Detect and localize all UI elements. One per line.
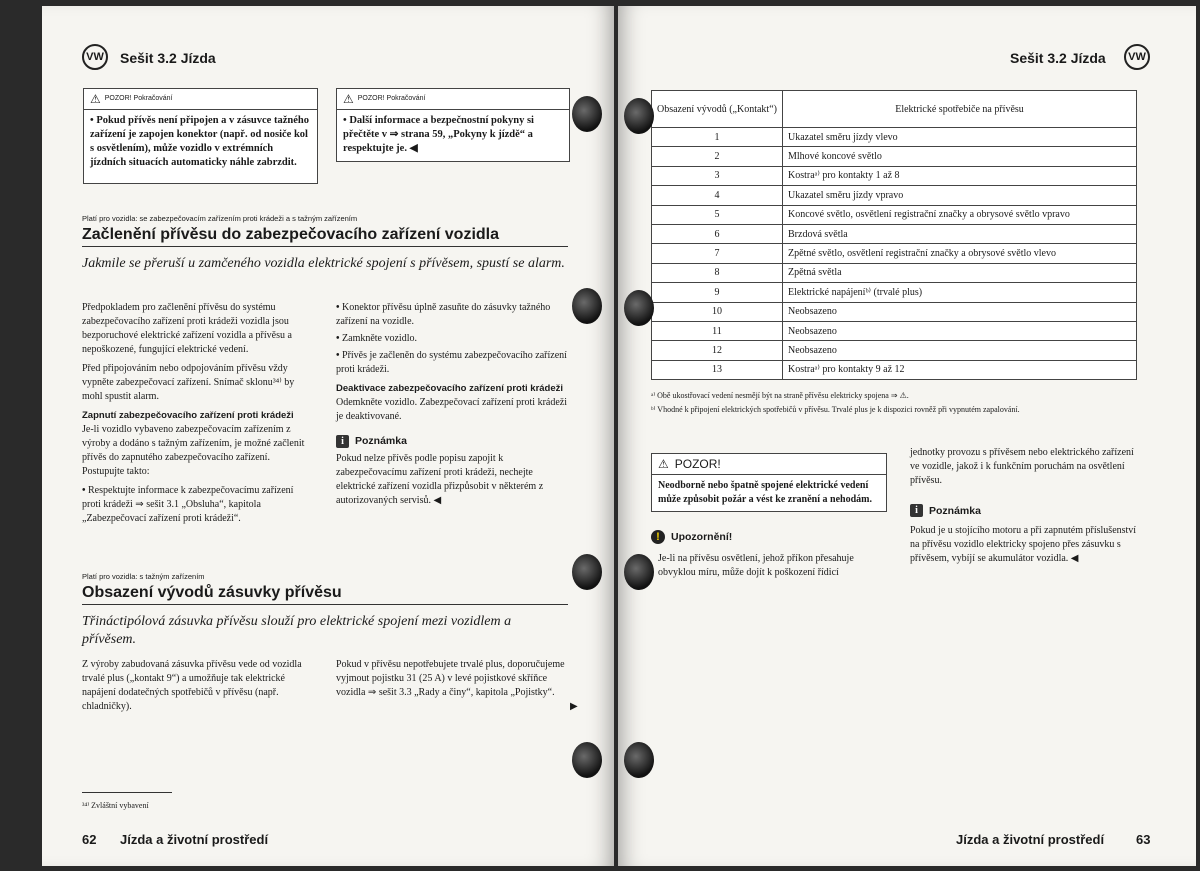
pin-assignment-table	[651, 90, 1137, 380]
pin-function: Kostraᵃ⁾ pro kontakty 9 až 12	[783, 360, 1137, 379]
pin-number: 3	[652, 166, 783, 185]
pin-function: Kostraᵃ⁾ pro kontakty 1 až 8	[783, 166, 1137, 185]
footnote: ³⁴⁾ Zvláštní vybavení	[82, 801, 149, 810]
pin-function: Ukazatel směru jízdy vpravo	[783, 186, 1137, 205]
paragraph: Je-li vozidlo vybaveno zabezpečovacím zařízením z výroby a dodáno s tažným zařízením, je možné začlenit přívěs do zapnutého zabezpečovacího zařízení. Postupujte takto:	[82, 424, 305, 477]
binder-hole	[624, 98, 654, 134]
note-heading-row	[910, 504, 981, 517]
continue-arrow-icon: ▶	[570, 701, 578, 712]
page-header-title: Sešit 3.2 Jízda	[120, 50, 216, 66]
warning-box-continued	[83, 88, 318, 184]
table-row	[652, 128, 1137, 147]
binder-hole	[624, 742, 654, 778]
right-page	[618, 6, 1196, 866]
vw-logo-icon: VW	[1124, 44, 1150, 70]
table-row	[652, 244, 1137, 263]
warning-head: POZOR! Pokračování	[104, 95, 173, 102]
pin-number: 11	[652, 321, 783, 340]
paragraph: Předpokladem pro začlenění přívěsu do systému zabezpečovacího zařízení proti krádeži vozidla jsou bezporuchové elektrické zařízení vozidla a přívěsu a nepoškozené, fungující elektrické vedení.	[82, 302, 292, 355]
info-icon: i	[336, 435, 349, 448]
pin-number: 9	[652, 283, 783, 302]
warning-text: Pokud přívěs není připojen a v zásuvce tažného zařízení je zapojen konektor (např. od nosiče kol s osvětlením), může vozidlo v extrémních jízdních situacích automaticky náhle zabrzdit.	[90, 115, 309, 168]
warning-triangle-icon: ⚠	[90, 92, 101, 106]
pin-number: 13	[652, 360, 783, 379]
page-number: 62	[82, 832, 97, 847]
section-lead: Jakmile se přeruší u zamčeného vozidla elektrické spojení s přívěsem, spustí se alarm.	[82, 256, 565, 271]
footnote: ᵃ⁾ Obě ukostřovací vedení nesmějí být na straně přívěsu elektricky spojena ⇒ ⚠.	[651, 391, 909, 400]
section-lead: Třináctipólová zásuvka přívěsu slouží pro elektrické spojení mezi vozidlem a přívěsem.	[82, 614, 512, 647]
pin-number: 6	[652, 224, 783, 243]
bullet-item: Zamkněte vozidlo.	[342, 333, 417, 344]
pin-function: Mlhové koncové světlo	[783, 147, 1137, 166]
table-row	[652, 321, 1137, 340]
pin-function: Zpětné světlo, osvětlení registrační značky a obrysové světlo vlevo	[783, 244, 1137, 263]
pin-number: 1	[652, 128, 783, 147]
section2-left-column	[82, 658, 314, 719]
left-page	[42, 6, 614, 866]
note-text: Pokud nelze přívěs podle popisu zapojit k zabezpečovacímu zařízení proti krádeži, nechejte elektrické zařízení vozidla přizpůsobit v některém z autorizovaných servisů. ◀	[336, 453, 544, 506]
table-row	[652, 283, 1137, 302]
table-row	[652, 341, 1137, 360]
table-row	[652, 147, 1137, 166]
footer-title: Jízda a životní prostředí	[120, 832, 269, 847]
table-row	[652, 263, 1137, 282]
section-heading: Začlenění přívěsu do zabezpečovacího zařízení vozidla	[82, 226, 568, 247]
warning-text: Další informace a bezpečnostní pokyny si přečtěte v ⇒ strana 59, „Pokyny k jízdě“ a respektujte je. ◀	[343, 115, 534, 154]
caution-heading: Upozornění!	[671, 531, 733, 543]
note-heading: Poznámka	[929, 504, 981, 517]
pin-function: Koncové světlo, osvětlení registrační značky a obrysové světlo vpravo	[783, 205, 1137, 224]
pin-function: Brzdová světla	[783, 224, 1137, 243]
caution-text: Je-li na přívěsu osvětlení, jehož příkon přesahuje obvyklou míru, může dojít k poškození řídicí	[658, 553, 854, 578]
paragraph: Pokud v přívěsu nepotřebujete trvalé plus, doporučujeme vyjmout pojistku 31 (25 A) v levé pojistkové skříňce vozidla ⇒ sešit 3.3 „Rady a činy“, kapitola „Pojistky“.	[336, 659, 565, 698]
pin-number: 2	[652, 147, 783, 166]
pin-function: Zpětná světla	[783, 263, 1137, 282]
pin-number: 12	[652, 341, 783, 360]
warning-triangle-icon: ⚠	[658, 457, 669, 471]
paragraph: Z výroby zabudovaná zásuvka přívěsu vede od vozidla trvalé plus („kontakt 9“) a umožňuje tak elektrické napájení dodatečných spotřebičů v přívěsu (např. chladničky).	[82, 659, 302, 712]
binder-hole	[624, 290, 654, 326]
subheading: Zapnutí zabezpečovacího zařízení proti krádeži	[82, 410, 294, 421]
footnote-divider	[82, 792, 172, 793]
pin-function: Ukazatel směru jízdy vlevo	[783, 128, 1137, 147]
caution-heading-row	[651, 530, 732, 544]
table-row	[652, 186, 1137, 205]
pin-function: Neobsazeno	[783, 302, 1137, 321]
table-row	[652, 205, 1137, 224]
warning-text: Neodborně nebo špatně spojené elektrické vedení může způsobit požár a vést ke zranění a nehodám.	[658, 480, 872, 505]
pin-number: 7	[652, 244, 783, 263]
binder-hole	[624, 554, 654, 590]
info-icon: i	[910, 504, 923, 517]
bullet-item: Přívěs je začleněn do systému zabezpečovacího zařízení proti krádeži.	[336, 350, 567, 375]
binder-hole	[572, 554, 602, 590]
vw-logo-icon: VW	[82, 44, 108, 70]
binder-hole	[572, 288, 602, 324]
note-heading: Poznámka	[355, 435, 407, 447]
footer-title: Jízda a životní prostředí	[956, 832, 1105, 847]
pin-function: Neobsazeno	[783, 321, 1137, 340]
pin-function: Elektrické napájeníᵇ⁾ (trvalé plus)	[783, 283, 1137, 302]
warning-head: POZOR!	[674, 457, 721, 471]
paragraph: Odemkněte vozidlo. Zabezpečovací zařízení proti krádeži je deaktivované.	[336, 397, 567, 422]
caution-text-continued: jednotky provozu s přívěsem nebo elektrického zařízení ve vozidle, jakož i k funkčním poruchám na osvětlení přívěsu.	[910, 447, 1134, 486]
table-header: Obsazení vývodů („Kontakt“)	[652, 91, 783, 128]
warning-box	[651, 453, 887, 512]
warning-box-continued-2	[336, 88, 570, 162]
page-number: 63	[1136, 832, 1151, 847]
subheading: Deaktivace zabezpečovacího zařízení proti krádeži	[336, 383, 564, 394]
binder-hole	[572, 96, 602, 132]
pin-number: 5	[652, 205, 783, 224]
table-row	[652, 302, 1137, 321]
bullet-item: Konektor přívěsu úplně zasuňte do zásuvky tažného zařízení na vozidle.	[336, 302, 551, 327]
binder-hole	[572, 742, 602, 778]
pin-number: 4	[652, 186, 783, 205]
table-row	[652, 224, 1137, 243]
bullet-item: Respektujte informace k zabezpečovacímu zařízení proti krádeži ⇒ sešit 3.1 „Obsluha“, kapitola „Zabezpečovací zařízení proti krádeži“.	[82, 485, 294, 524]
table-row	[652, 166, 1137, 185]
pin-number: 8	[652, 263, 783, 282]
footnote: ᵇ⁾ Vhodné k připojení elektrických spotřebičů v přívěsu. Trvalé plus je k dispozici rovněž při vypnutém zapalování.	[651, 405, 1020, 414]
applies-to-note: Platí pro vozidla: s tažným zařízením	[82, 572, 205, 581]
warning-head: POZOR! Pokračování	[357, 95, 426, 102]
page-header-title: Sešit 3.2 Jízda	[1010, 50, 1106, 66]
table-header: Elektrické spotřebiče na přívěsu	[783, 91, 1137, 128]
applies-to-note: Platí pro vozidla: se zabezpečovacím zařízením proti krádeži a s tažným zařízením	[82, 214, 358, 223]
table-row	[652, 360, 1137, 379]
section2-right-column	[336, 658, 568, 705]
warning-triangle-icon: ⚠	[343, 92, 354, 106]
pin-number: 10	[652, 302, 783, 321]
paragraph: Před připojováním nebo odpojováním přívěsu vždy vypněte zabezpečovací zařízení. Snímač sklonu³⁴⁾ by mohl spustit alarm.	[82, 363, 295, 402]
section1-right-column	[336, 301, 568, 513]
caution-icon: !	[651, 530, 665, 544]
section1-left-column	[82, 301, 314, 531]
section-heading: Obsazení vývodů zásuvky přívěsu	[82, 584, 568, 605]
pin-function: Neobsazeno	[783, 341, 1137, 360]
note-text: Pokud je u stojícího motoru a při zapnutém příslušenství na přívěsu vozidlo elektricky spojeno přes zásuvku s přívěsem, vybíjí se akumulátor vozidla. ◀	[910, 525, 1137, 564]
